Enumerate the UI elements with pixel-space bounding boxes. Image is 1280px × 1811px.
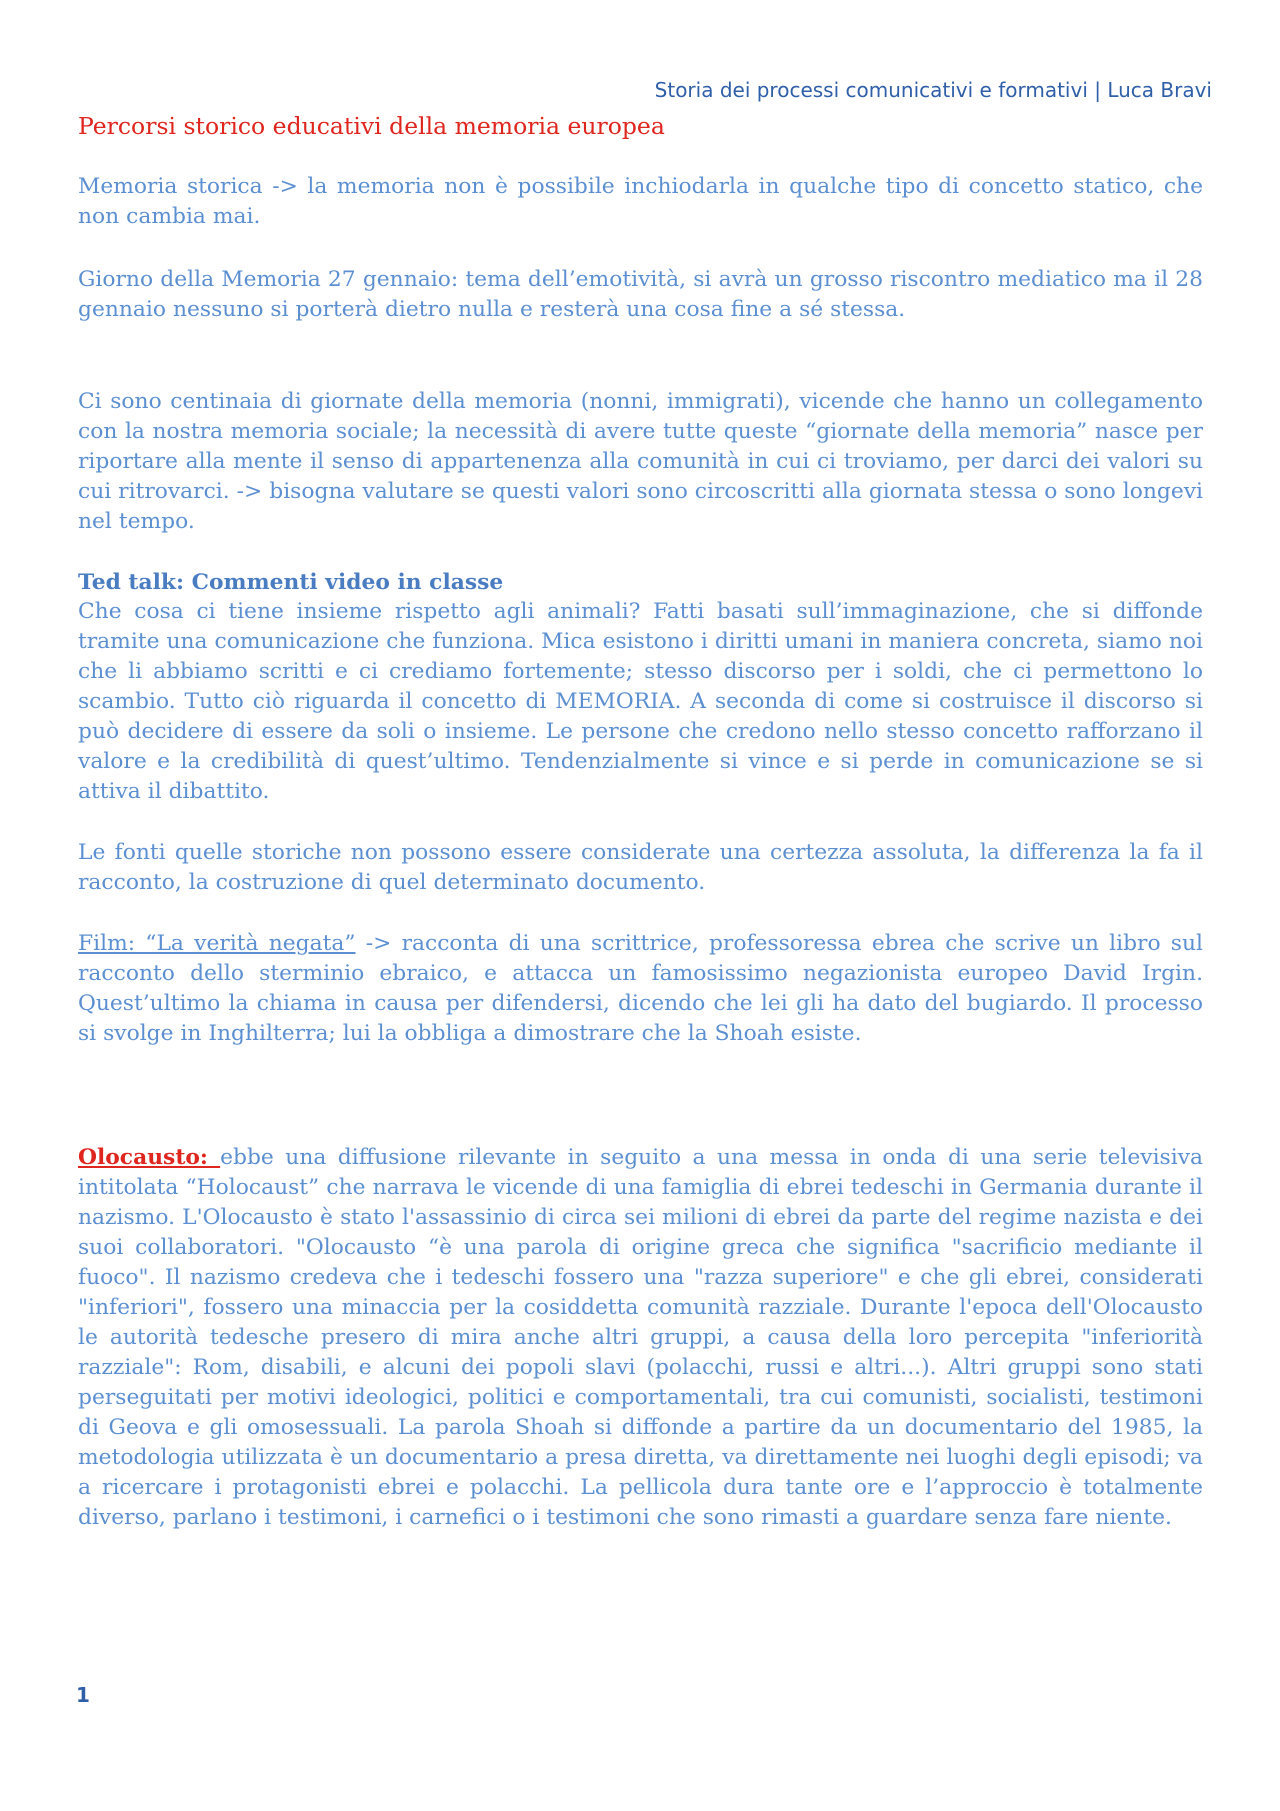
paragraph-giorno-memoria: Giorno della Memoria 27 gennaio: tema dell’emotività, si avrà un grosso riscontro mediatico ma il 28 gennaio nessuno si porterà dietro nulla e resterà una cosa fine a sé stessa. <box>78 267 1203 322</box>
paragraph-giornate: Ci sono centinaia di giornate della memoria (nonni, immigrati), vicende che hanno un collegamento con la nostra memoria sociale; la necessità di avere tutte queste “giornate della memoria” nasce per riportare alla mente il senso di appartenenza alla comunità in cui ci troviamo, per darci dei valori su cui ritrovarci. -> bisogna valutare se questi valori sono circoscritti alla giornata stessa o sono longevi nel tempo. <box>78 389 1203 534</box>
paragraph-memoria-storica: Memoria storica -> la memoria non è possibile inchiodarla in qualche tipo di concetto statico, che non cambia mai. <box>78 174 1203 229</box>
document-title: Percorsi storico educativi della memoria europea <box>78 112 665 140</box>
section-heading-ted-talk: Ted talk: Commenti video in classe <box>78 570 504 595</box>
page-number: 1 <box>76 1683 90 1707</box>
film-label: Film: “La verità negata” <box>78 931 356 956</box>
olocausto-label: Olocausto: <box>78 1145 221 1170</box>
running-header: Storia dei processi comunicativi e formativi | Luca Bravi <box>654 78 1212 102</box>
film-description: -> racconta di una scrittrice, professoressa ebrea che scrive un libro sul racconto dello sterminio ebraico, e attacca un famosissimo negazionista europeo David Irgin. Quest’ultimo la chiama in causa per difendersi, dicendo che lei gli ha dato del bugiardo. Il processo si svolge in Inghilterra; lui la obbliga a dimostrare che la Shoah esiste. <box>78 931 1203 1046</box>
paragraph-olocausto <box>78 1143 1203 1533</box>
paragraph-film <box>78 929 1203 1049</box>
paragraph-ted-talk: Che cosa ci tiene insieme rispetto agli animali? Fatti basati sull’immaginazione, che si diffonde tramite una comunicazione che funziona. Mica esistono i diritti umani in maniera concreta, siamo noi che li abbiamo scritti e ci crediamo fortemente; stesso discorso per i soldi, che ci permettono lo scambio. Tutto ciò riguarda il concetto di MEMORIA. A seconda di come si costruisce il discorso si può decidere di essere da soli o insieme. Le persone che credono nello stesso concetto rafforzano il valore e la credibilità di quest’ultimo. Tendenzialmente si vince e si perde in comunicazione se si attiva il dibattito. <box>78 599 1203 804</box>
paragraph-fonti: Le fonti quelle storiche non possono essere considerate una certezza assoluta, la differenza la fa il racconto, la costruzione di quel determinato documento. <box>78 840 1203 895</box>
olocausto-description: ebbe una diffusione rilevante in seguito a una messa in onda di una serie televisiva intitolata “Holocaust” che narrava le vicende di una famiglia di ebrei tedeschi in Germania durante il nazismo. L'Olocausto è stato l'assassinio di circa sei milioni di ebrei da parte del regime nazista e dei suoi collaboratori. "Olocausto “è una parola di origine greca che significa "sacrificio mediante il fuoco". Il nazismo credeva che i tedeschi fossero una "razza superiore" e che gli ebrei, considerati "inferiori", fossero una minaccia per la cosiddetta comunità razziale. Durante l'epoca dell'Olocausto le autorità tedesche presero di mira anche altri gruppi, a causa della loro percepita "inferiorità razziale": Rom, disabili, e alcuni dei popoli slavi (polacchi, russi e altri...). Altri gruppi sono stati perseguitati per motivi ideologici, politici e comportamentali, tra cui comunisti, socialisti, testimoni di Geova e gli omosessuali. La parola Shoah si diffonde a partire da un documentario del 1985, la metodologia utilizzata è un documentario a presa diretta, va direttamente nei luoghi degli episodi; va a ricercare i protagonisti ebrei e polacchi. La pellicola dura tante ore e l’approccio è totalmente diverso, parlano i testimoni, i carnefici o i testimoni che sono rimasti a guardare senza fare niente. <box>78 1145 1204 1530</box>
